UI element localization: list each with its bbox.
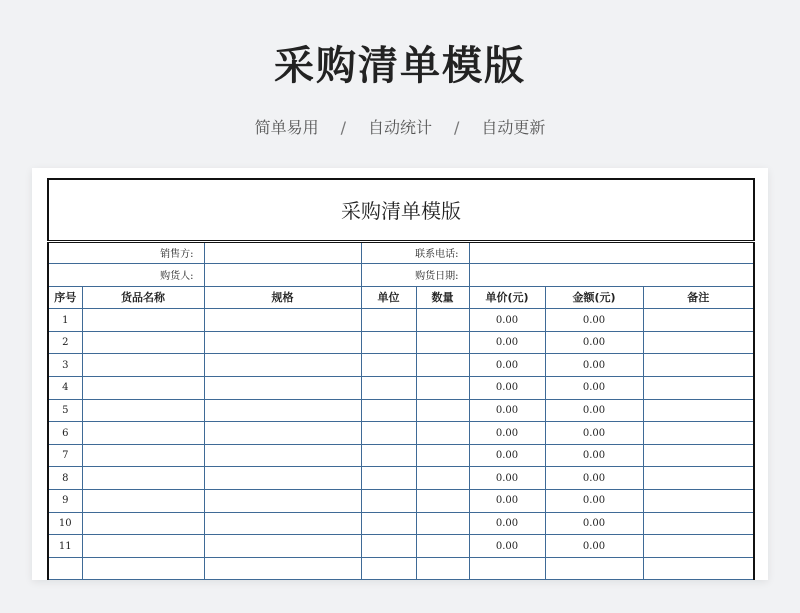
info-row-seller [48,241,754,264]
note-cell[interactable] [643,490,754,513]
amount-cell: 0.00 [545,422,643,445]
quantity-cell[interactable] [416,422,469,445]
unit-price-cell: 0.00 [469,535,545,558]
table-row [48,354,754,377]
note-cell[interactable] [643,557,754,580]
note-cell[interactable] [643,309,754,332]
amount-cell: 0.00 [545,512,643,535]
amount-cell: 0.00 [545,399,643,422]
col-header-price: 单价(元) [469,286,545,309]
row-number-cell: 9 [48,490,82,513]
col-header-unit: 单位 [361,286,416,309]
quantity-cell[interactable] [416,467,469,490]
unit-price-cell: 0.00 [469,490,545,513]
unit-price-cell: 0.00 [469,512,545,535]
row-number-cell: 2 [48,331,82,354]
unit-cell[interactable] [361,331,416,354]
separator: / [340,118,346,137]
note-cell[interactable] [643,422,754,445]
item-name-cell[interactable] [82,377,204,400]
sheet-title-row [48,179,754,241]
spec-cell[interactable] [204,557,361,580]
amount-cell: 0.00 [545,309,643,332]
col-header-note: 备注 [643,286,754,309]
unit-cell[interactable] [361,422,416,445]
note-cell[interactable] [643,444,754,467]
unit-price-cell: 0.00 [469,399,545,422]
quantity-cell[interactable] [416,309,469,332]
unit-cell[interactable] [361,354,416,377]
seller-value-cell[interactable] [204,241,361,264]
table-row [48,399,754,422]
spec-cell[interactable] [204,444,361,467]
item-name-cell[interactable] [82,309,204,332]
spec-cell[interactable] [204,490,361,513]
table-row [48,512,754,535]
unit-price-cell [469,557,545,580]
amount-cell: 0.00 [545,377,643,400]
feature-auto-stats: 自动统计 [367,118,432,137]
quantity-cell[interactable] [416,377,469,400]
item-name-cell[interactable] [82,354,204,377]
unit-price-cell: 0.00 [469,354,545,377]
amount-cell: 0.00 [545,331,643,354]
phone-label: 联系电话: [361,241,469,264]
note-cell[interactable] [643,399,754,422]
row-number-cell: 6 [48,422,82,445]
item-name-cell[interactable] [82,535,204,558]
feature-easy: 简单易用 [254,118,319,137]
unit-cell[interactable] [361,512,416,535]
info-row-buyer [48,264,754,287]
table-row [48,557,754,580]
note-cell[interactable] [643,512,754,535]
row-number-cell [48,557,82,580]
col-header-no: 序号 [48,286,82,309]
unit-cell[interactable] [361,467,416,490]
spec-cell[interactable] [204,512,361,535]
spec-cell[interactable] [204,377,361,400]
spreadsheet-card [32,168,768,580]
amount-cell: 0.00 [545,535,643,558]
table-row [48,331,754,354]
item-name-cell[interactable] [82,490,204,513]
row-number-cell: 4 [48,377,82,400]
row-number-cell: 3 [48,354,82,377]
item-name-cell[interactable] [82,422,204,445]
item-name-cell[interactable] [82,557,204,580]
row-number-cell: 1 [48,309,82,332]
item-name-cell[interactable] [82,467,204,490]
col-header-qty: 数量 [416,286,469,309]
note-cell[interactable] [643,377,754,400]
feature-tagline [0,115,800,138]
spec-cell[interactable] [204,535,361,558]
buyer-value-cell[interactable] [204,264,361,287]
separator: / [454,118,460,137]
date-value-cell[interactable] [469,264,754,287]
row-number-cell: 8 [48,467,82,490]
row-number-cell: 5 [48,399,82,422]
col-header-amount: 金额(元) [545,286,643,309]
spec-cell[interactable] [204,354,361,377]
quantity-cell[interactable] [416,535,469,558]
table-row [48,467,754,490]
unit-price-cell: 0.00 [469,444,545,467]
unit-price-cell: 0.00 [469,309,545,332]
unit-cell[interactable] [361,377,416,400]
spec-cell[interactable] [204,399,361,422]
item-name-cell[interactable] [82,444,204,467]
col-header-name: 货品名称 [82,286,204,309]
feature-auto-update: 自动更新 [481,118,546,137]
seller-label: 销售方: [48,241,204,264]
amount-cell: 0.00 [545,444,643,467]
quantity-cell[interactable] [416,331,469,354]
col-header-spec: 规格 [204,286,361,309]
page-title: 采购清单模版 [274,43,526,89]
amount-cell [545,557,643,580]
note-cell[interactable] [643,535,754,558]
quantity-cell[interactable] [416,490,469,513]
sheet-title: 采购清单模版 [48,179,754,241]
unit-cell[interactable] [361,309,416,332]
amount-cell: 0.00 [545,490,643,513]
buyer-label: 购货人: [48,264,204,287]
unit-price-cell: 0.00 [469,467,545,490]
table-row [48,444,754,467]
row-number-cell: 7 [48,444,82,467]
unit-price-cell: 0.00 [469,331,545,354]
spec-cell[interactable] [204,331,361,354]
item-name-cell[interactable] [82,512,204,535]
quantity-cell[interactable] [416,444,469,467]
quantity-cell[interactable] [416,557,469,580]
note-cell[interactable] [643,354,754,377]
unit-cell[interactable] [361,490,416,513]
table-row [48,309,754,332]
date-label: 购货日期: [361,264,469,287]
amount-cell: 0.00 [545,354,643,377]
row-number-cell: 10 [48,512,82,535]
item-name-cell[interactable] [82,399,204,422]
spec-cell[interactable] [204,422,361,445]
column-header-row [48,286,754,309]
unit-cell[interactable] [361,535,416,558]
unit-price-cell: 0.00 [469,377,545,400]
unit-price-cell: 0.00 [469,422,545,445]
unit-cell[interactable] [361,399,416,422]
unit-cell[interactable] [361,557,416,580]
table-row [48,422,754,445]
quantity-cell[interactable] [416,399,469,422]
table-row [48,490,754,513]
note-cell[interactable] [643,467,754,490]
item-name-cell[interactable] [82,331,204,354]
phone-value-cell[interactable] [469,241,754,264]
spec-cell[interactable] [204,467,361,490]
unit-cell[interactable] [361,444,416,467]
quantity-cell[interactable] [416,512,469,535]
spec-cell[interactable] [204,309,361,332]
purchase-list-table [47,178,755,580]
note-cell[interactable] [643,331,754,354]
table-row [48,377,754,400]
quantity-cell[interactable] [416,354,469,377]
table-row [48,535,754,558]
row-number-cell: 11 [48,535,82,558]
amount-cell: 0.00 [545,467,643,490]
